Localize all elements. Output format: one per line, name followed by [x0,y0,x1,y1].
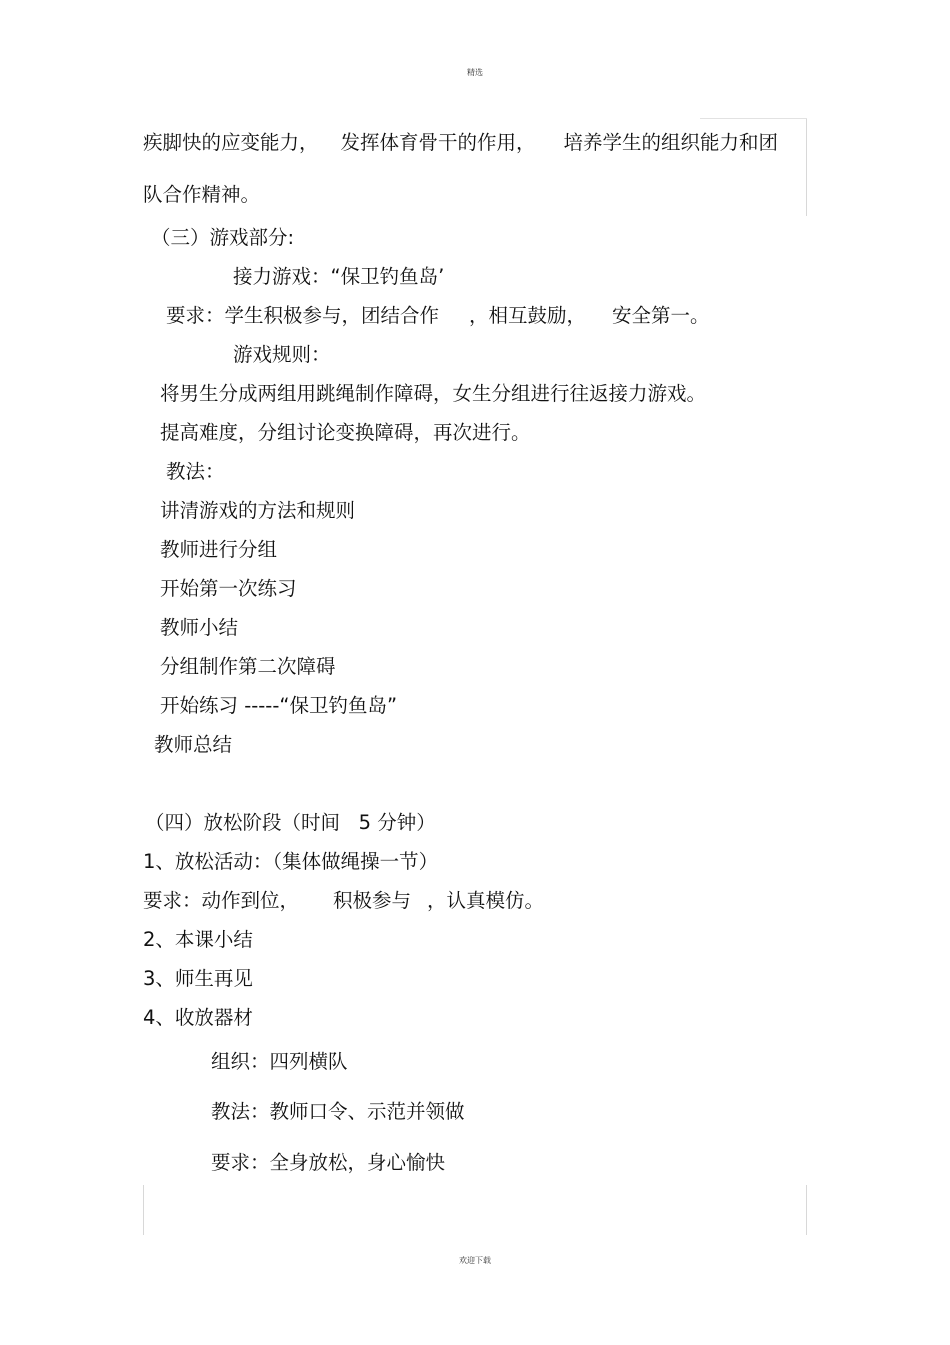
rule-1: 将男生分成两组用跳绳制作障碍，女生分组进行往返接力游戏。 [160,382,707,405]
section4-item-4: 4、收放器材 [143,1006,253,1029]
step-5: 分组制作第二次障碍 [160,655,336,678]
continuation-line-1 [143,131,778,155]
step-2: 教师进行分组 [160,538,278,561]
section3-title: （三）游戏部分: [151,226,295,249]
requirement-part-1: 要求：动作到位， [143,889,300,912]
step-4: 教师小结 [160,616,239,639]
continuation-line-2: 队合作精神。 [143,183,261,206]
table-border-right-top [806,118,807,216]
continuation-part-2: 发挥体育骨干的作用， [340,131,536,154]
requirement-part-2: 积极参与 [333,889,412,912]
section4-item-3: 3、师生再见 [143,967,253,990]
method-text: 教法：教师口令、示范并领做 [211,1100,465,1123]
section4-title: （四）放松阶段（时间 5 分钟） [145,811,436,834]
section4-item-1: 1、放松活动：（集体做绳操一节） [143,850,439,873]
continuation-part-3: 培养学生的组织能力和团 [563,131,779,154]
requirement-part-3: ，认真模仿。 [427,889,545,912]
requirement-part-3: 安全第一。 [612,304,710,327]
organization-text: 组织：四列横队 [211,1050,348,1073]
section4-requirement [143,889,544,913]
rule-2: 提高难度，分组讨论变换障碍，再次进行。 [160,421,531,444]
table-border-right-bottom [806,1185,807,1235]
requirement-text: 要求：全身放松，身心愉快 [211,1151,446,1174]
step-7: 教师总结 [154,733,233,756]
step-1: 讲清游戏的方法和规则 [160,499,356,522]
method-title: 教法： [166,460,225,483]
requirement-part-1: 要求：学生积极参与，团结合作 [166,304,440,327]
step-6: 开始练习 -----“保卫钓鱼岛” [160,694,398,717]
section4-item-2: 2、本课小结 [143,928,253,951]
step-3: 开始第一次练习 [160,577,297,600]
continuation-part-1: 疾脚快的应变能力， [143,131,319,154]
page-header: 精选 [467,68,483,77]
page-footer: 欢迎下载 [459,1256,491,1265]
requirement-part-2: ，相互鼓励， [469,304,587,327]
table-border-top [700,118,807,119]
game-name: 接力游戏：“保卫钓鱼岛’ [233,265,445,288]
rules-title: 游戏规则： [233,343,331,366]
section3-requirement [166,304,710,328]
table-border-left-bottom [143,1185,144,1235]
